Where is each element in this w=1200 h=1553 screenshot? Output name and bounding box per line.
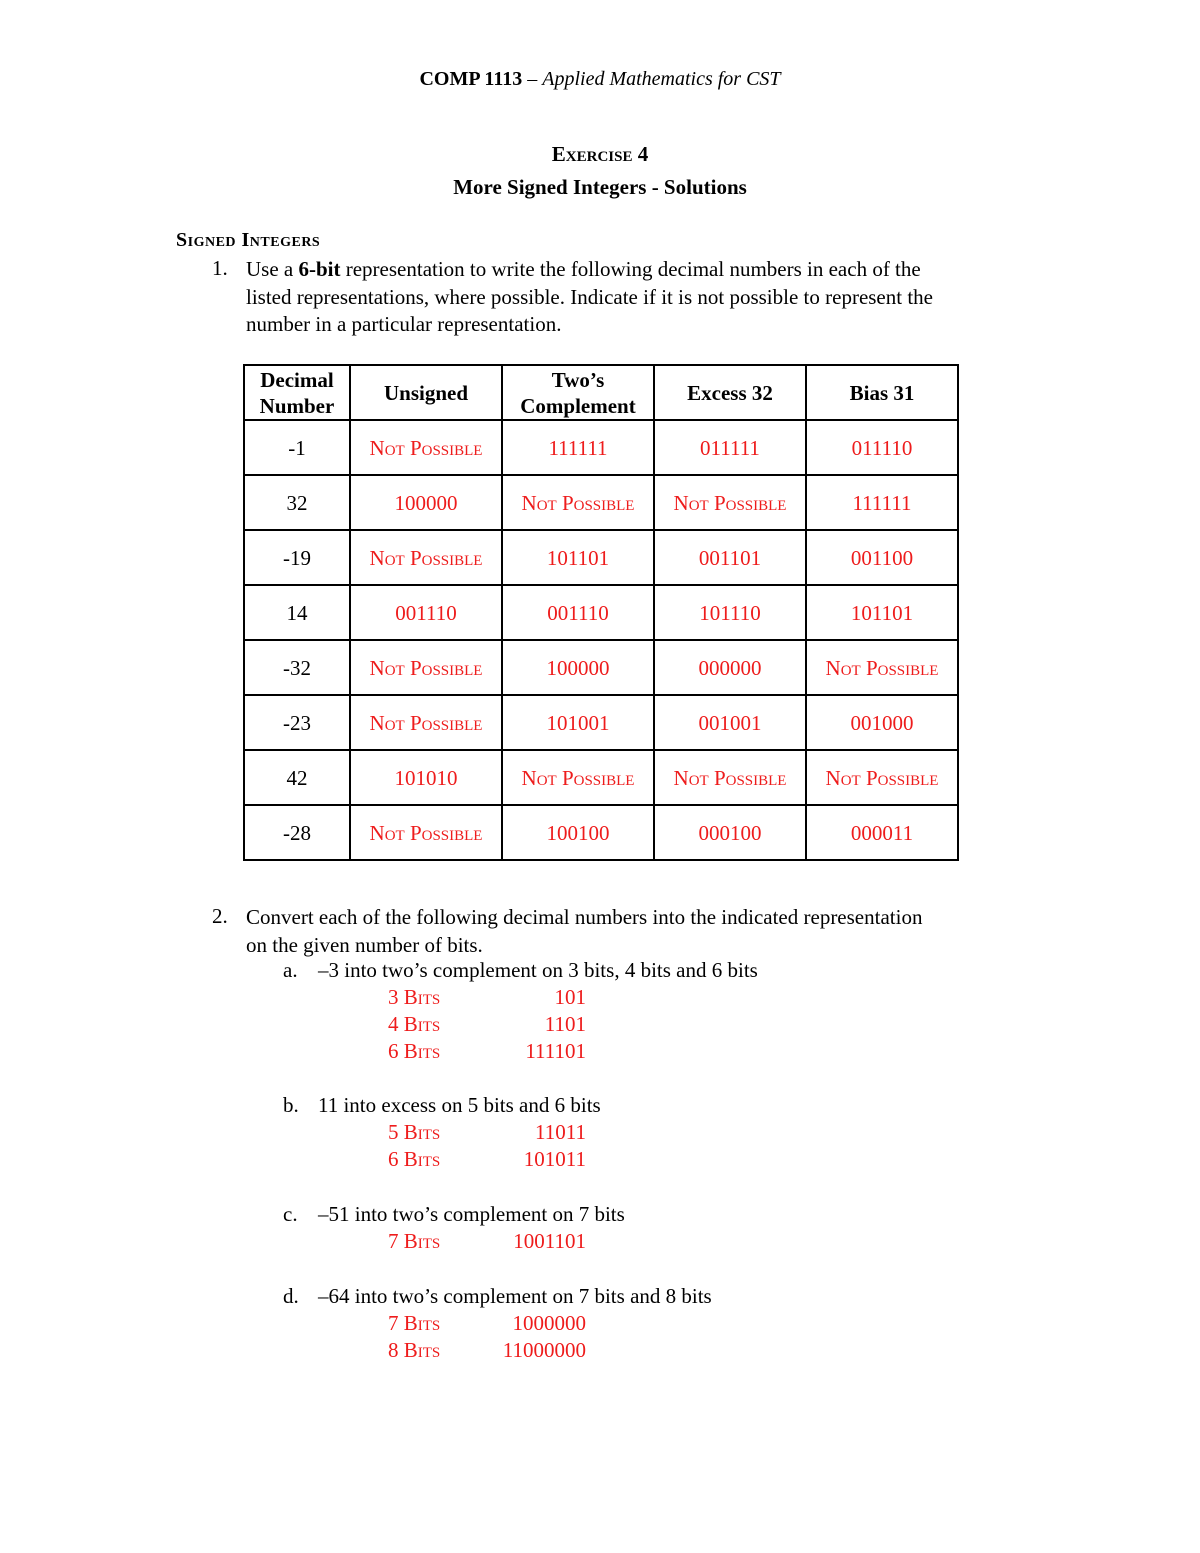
page-header bbox=[0, 68, 1200, 91]
exercise-title: Exercise 4 bbox=[551, 142, 649, 166]
header-dash: – bbox=[522, 68, 543, 90]
table-body bbox=[244, 420, 958, 860]
representation-cell: Not Possible bbox=[502, 475, 654, 530]
answer-bits-label: 8 Bits bbox=[388, 1338, 441, 1362]
representation-cell: 101101 bbox=[502, 530, 654, 585]
decimal-cell: -19 bbox=[244, 530, 350, 585]
representation-cell: 100100 bbox=[502, 805, 654, 860]
representation-cell: 011111 bbox=[654, 420, 806, 475]
answer-bits-label: 3 Bits bbox=[388, 985, 441, 1009]
part-question-text: 11 into excess on 5 bits and 6 bits bbox=[318, 1093, 601, 1117]
representation-cell: 000100 bbox=[654, 805, 806, 860]
table-row bbox=[244, 585, 958, 640]
representation-cell: Not Possible bbox=[806, 750, 958, 805]
table-header-cell: Decimal Number bbox=[244, 365, 350, 420]
answer-bits-label: 6 Bits bbox=[388, 1039, 441, 1063]
representation-cell: 001110 bbox=[502, 585, 654, 640]
part-letter: d. bbox=[283, 1284, 299, 1308]
representation-cell: Not Possible bbox=[502, 750, 654, 805]
answer-bits-value: 101 bbox=[554, 985, 586, 1009]
answer-bits-label: 4 Bits bbox=[388, 1012, 441, 1036]
answer-bits-value: 111101 bbox=[525, 1039, 586, 1063]
representation-cell: Not Possible bbox=[654, 475, 806, 530]
answer-bits-label: 6 Bits bbox=[388, 1147, 441, 1171]
decimal-cell: -1 bbox=[244, 420, 350, 475]
answer-bits-label: 5 Bits bbox=[388, 1120, 441, 1144]
question-2-text bbox=[246, 904, 1046, 959]
representation-cell: 001000 bbox=[806, 695, 958, 750]
answer-bits-value: 1000000 bbox=[512, 1311, 586, 1335]
representation-cell: Not Possible bbox=[350, 640, 502, 695]
decimal-cell: 42 bbox=[244, 750, 350, 805]
representation-cell: 001100 bbox=[806, 530, 958, 585]
table-row bbox=[244, 695, 958, 750]
table-header-cell: Bias 31 bbox=[806, 365, 958, 420]
representation-cell: Not Possible bbox=[350, 805, 502, 860]
decimal-cell: -28 bbox=[244, 805, 350, 860]
part-letter: b. bbox=[283, 1093, 299, 1117]
question-1-line-1 bbox=[246, 256, 1046, 284]
answer-bits-value: 101011 bbox=[523, 1147, 586, 1171]
answer-bits-value: 11011 bbox=[535, 1120, 586, 1144]
representation-cell: Not Possible bbox=[350, 420, 502, 475]
table-header-cell: Two’s Complement bbox=[502, 365, 654, 420]
table-row bbox=[244, 420, 958, 475]
representation-cell: Not Possible bbox=[806, 640, 958, 695]
representation-cell: Not Possible bbox=[350, 530, 502, 585]
answer-bits-value: 11000000 bbox=[502, 1338, 586, 1362]
section-heading: Signed Integers bbox=[176, 229, 321, 251]
question-1-line-3: number in a particular representation. bbox=[246, 312, 562, 336]
representation-cell: 011110 bbox=[806, 420, 958, 475]
representation-cell: 101010 bbox=[350, 750, 502, 805]
representation-cell: 100000 bbox=[502, 640, 654, 695]
representation-cell: 001101 bbox=[654, 530, 806, 585]
representation-cell: 101110 bbox=[654, 585, 806, 640]
representation-cell: Not Possible bbox=[350, 695, 502, 750]
table-row bbox=[244, 475, 958, 530]
question-2-number: 2. bbox=[212, 904, 228, 928]
answer-bits-value: 1101 bbox=[544, 1012, 586, 1036]
representation-cell: 101001 bbox=[502, 695, 654, 750]
representation-cell: 001001 bbox=[654, 695, 806, 750]
decimal-cell: -23 bbox=[244, 695, 350, 750]
representation-cell: 100000 bbox=[350, 475, 502, 530]
course-code: COMP 1113 bbox=[419, 68, 523, 90]
exercise-subtitle: More Signed Integers - Solutions bbox=[453, 175, 747, 199]
question-2-line-2: on the given number of bits. bbox=[246, 932, 483, 957]
decimal-cell: -32 bbox=[244, 640, 350, 695]
representation-cell: 001110 bbox=[350, 585, 502, 640]
table-row bbox=[244, 640, 958, 695]
question-1-number: 1. bbox=[212, 256, 228, 280]
representation-cell: 000000 bbox=[654, 640, 806, 695]
representation-cell: 111111 bbox=[502, 420, 654, 475]
part-letter: c. bbox=[283, 1202, 298, 1226]
representation-cell: 000011 bbox=[806, 805, 958, 860]
question-2-line-1: Convert each of the following decimal numbers into the indicated representation bbox=[246, 905, 923, 929]
q1-bold-term: 6-bit bbox=[298, 257, 341, 281]
table-header-row bbox=[244, 365, 958, 420]
q1-text-start: Use a bbox=[246, 257, 299, 281]
course-subtitle: Applied Mathematics for CST bbox=[542, 68, 781, 90]
table-row bbox=[244, 805, 958, 860]
q1-text-rest: representation to write the following decimal numbers in each of the bbox=[340, 257, 921, 281]
representation-cell: 101101 bbox=[806, 585, 958, 640]
question-1-line-2: listed representations, where possible. Indicate if it is not possible to represent the bbox=[246, 284, 933, 309]
representation-cell: 111111 bbox=[806, 475, 958, 530]
representation-table bbox=[243, 364, 959, 861]
answer-bits-label: 7 Bits bbox=[388, 1311, 441, 1335]
table-row bbox=[244, 750, 958, 805]
decimal-cell: 14 bbox=[244, 585, 350, 640]
representation-cell: Not Possible bbox=[654, 750, 806, 805]
part-letter: a. bbox=[283, 958, 298, 982]
part-question-text: –64 into two’s complement on 7 bits and 8 bits bbox=[318, 1284, 712, 1308]
answer-bits-label: 7 Bits bbox=[388, 1229, 441, 1253]
answer-bits-value: 1001101 bbox=[513, 1229, 586, 1253]
decimal-cell: 32 bbox=[244, 475, 350, 530]
part-question-text: –3 into two’s complement on 3 bits, 4 bits and 6 bits bbox=[318, 958, 758, 982]
table-header-cell: Unsigned bbox=[350, 365, 502, 420]
question-1-text bbox=[246, 256, 1046, 339]
table-header-cell: Excess 32 bbox=[654, 365, 806, 420]
table-row bbox=[244, 530, 958, 585]
part-question-text: –51 into two’s complement on 7 bits bbox=[318, 1202, 625, 1226]
